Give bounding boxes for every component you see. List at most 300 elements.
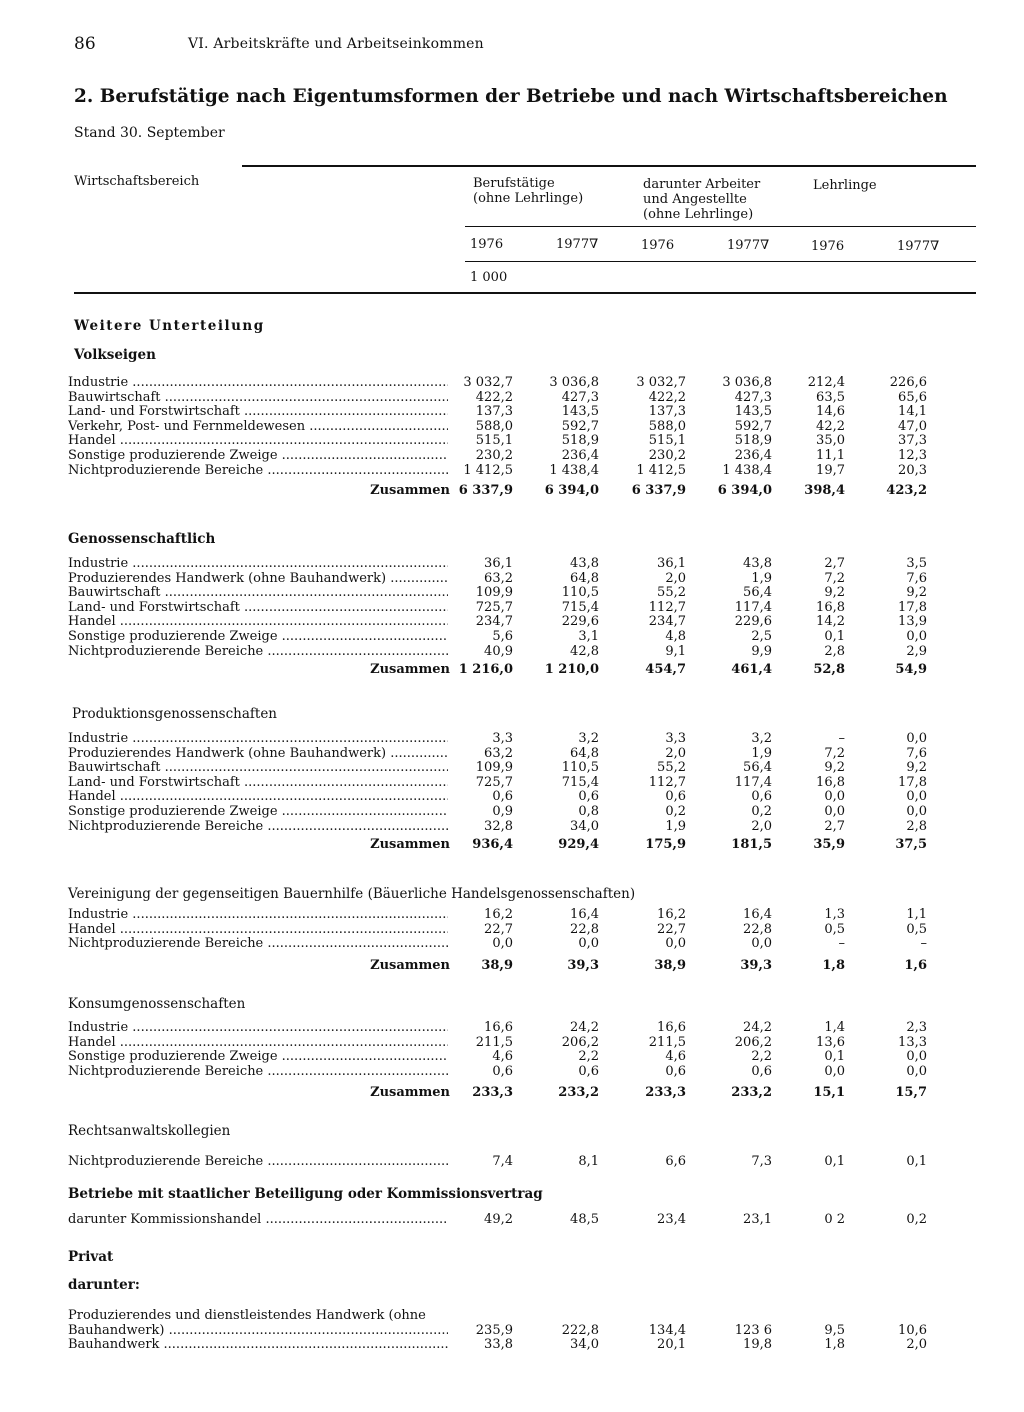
section-genossenschaftlich: Genossenschaftlich [68, 531, 216, 547]
cell-lehrlinge-1977: 47,0 [898, 418, 927, 434]
cell-arbeiter-1977: 117,4 [734, 774, 772, 790]
cell-arbeiter-1976: 230,2 [648, 448, 686, 463]
cell-lehrlinge-1976: 19,7 [816, 462, 845, 478]
cell-arbeiter-1977: 236,4 [734, 448, 772, 463]
cell-berufstaetige-1976: 38,9 [481, 958, 513, 973]
cell-lehrlinge-1977: 0,5 [906, 921, 927, 937]
cell-arbeiter-1977: 1,9 [751, 745, 772, 761]
cell-lehrlinge-1976: 2,8 [824, 643, 845, 659]
cell-arbeiter-1977: 19,8 [743, 1337, 772, 1352]
table-row [0, 1021, 1024, 1035]
cell-berufstaetige-1977: 110,5 [561, 760, 599, 776]
year-1977-a: 1977∇ [556, 237, 599, 252]
cell-berufstaetige-1976: 233,3 [472, 1085, 513, 1100]
table-row [0, 776, 1024, 790]
table-row [0, 572, 1024, 586]
cell-berufstaetige-1976: 3 032,7 [463, 375, 513, 390]
table-row [0, 1338, 1024, 1352]
row-label-handel: Handel ..... [68, 923, 448, 937]
table-row [0, 645, 1024, 659]
cell-berufstaetige-1977: 3,2 [578, 731, 599, 746]
table-row [0, 449, 1024, 463]
cell-lehrlinge-1976: 0,1 [824, 629, 845, 644]
table-row [0, 601, 1024, 615]
table-row [0, 615, 1024, 629]
cell-berufstaetige-1977: 64,8 [570, 570, 599, 586]
cell-arbeiter-1977: 1 438,4 [722, 462, 772, 478]
cell-arbeiter-1977: 3 036,8 [722, 375, 772, 390]
cell-berufstaetige-1976: 16,6 [484, 1020, 513, 1035]
running-head: VI. Arbeitskräfte und Arbeitseinkommen [188, 36, 484, 52]
cell-berufstaetige-1976: 0,6 [492, 1063, 513, 1079]
row-label-bauwirtschaft: Bauwirtschaft ..... [68, 586, 448, 600]
section-weitere-unterteilung: Weitere Unterteilung [74, 318, 265, 334]
cell-berufstaetige-1976: 0,0 [492, 936, 513, 952]
cell-lehrlinge-1977: 14,1 [898, 404, 927, 420]
row-label-verkehr-post-und-fernmeldewesen: Verkehr, Post- und Fernmeldewesen ..... [68, 420, 448, 434]
table-row [0, 937, 1024, 951]
cell-lehrlinge-1976: 9,5 [824, 1323, 845, 1338]
sum-label: Zusammen [370, 662, 450, 677]
cell-arbeiter-1976: 6,6 [665, 1154, 686, 1169]
sum-row [0, 959, 1024, 973]
cell-berufstaetige-1976: 235,9 [475, 1323, 513, 1338]
cell-arbeiter-1976: 16,2 [657, 907, 686, 922]
cell-arbeiter-1976: 515,1 [648, 433, 686, 449]
cell-arbeiter-1977: 592,7 [734, 418, 772, 434]
cell-lehrlinge-1976: 15,1 [813, 1085, 845, 1100]
cell-lehrlinge-1976: 1,8 [822, 958, 845, 973]
section-privat: Privat [68, 1249, 114, 1265]
row-label-industrie: Industrie ..... [68, 376, 448, 390]
table-row [0, 1065, 1024, 1079]
cell-arbeiter-1976: 3,3 [665, 731, 686, 746]
cell-arbeiter-1976: 3 032,7 [636, 375, 686, 390]
cell-lehrlinge-1976: 52,8 [813, 662, 845, 677]
cell-berufstaetige-1977: 22,8 [570, 921, 599, 937]
table-row [0, 1036, 1024, 1050]
cell-berufstaetige-1976: 109,9 [475, 760, 513, 776]
row-label-produzierendes-handwerk-ohne-bauhandwerk: Produzierendes Handwerk (ohne Bauhandwerk) ..... [68, 747, 448, 761]
table-row [0, 557, 1024, 571]
cell-arbeiter-1976: 0,6 [665, 1063, 686, 1079]
header-year-rule [465, 261, 976, 262]
cell-arbeiter-1977: 117,4 [734, 599, 772, 615]
header-line: (ohne Lehrlinge) [473, 191, 584, 206]
sum-row [0, 663, 1024, 677]
table-row [0, 923, 1024, 937]
table-row [0, 391, 1024, 405]
unit-label: 1 000 [470, 270, 508, 285]
cell-lehrlinge-1977: 9,2 [906, 585, 927, 601]
cell-berufstaetige-1976: 1 412,5 [463, 462, 513, 478]
sum-label: Zusammen [370, 837, 450, 852]
sum-label: Zusammen [370, 958, 450, 973]
cell-berufstaetige-1977: 143,5 [561, 404, 599, 420]
cell-arbeiter-1976: 454,7 [645, 662, 686, 677]
cell-berufstaetige-1977: 222,8 [561, 1323, 599, 1338]
year-1977-c: 1977∇ [897, 239, 940, 254]
cell-lehrlinge-1977: 12,3 [898, 448, 927, 463]
cell-berufstaetige-1977: 34,0 [570, 818, 599, 834]
sum-row [0, 1086, 1024, 1100]
row-label-bauwirtschaft: Bauwirtschaft ..... [68, 761, 448, 775]
cell-arbeiter-1977: 56,4 [743, 760, 772, 776]
cell-lehrlinge-1976: 35,9 [813, 837, 845, 852]
sum-row [0, 838, 1024, 852]
cell-berufstaetige-1977: 715,4 [561, 599, 599, 615]
cell-lehrlinge-1977: 15,7 [895, 1085, 927, 1100]
cell-berufstaetige-1976: 49,2 [484, 1212, 513, 1227]
cell-lehrlinge-1976: 42,2 [816, 418, 845, 434]
cell-lehrlinge-1976: 2,7 [824, 556, 845, 571]
cell-lehrlinge-1977: 423,2 [886, 483, 927, 498]
cell-lehrlinge-1976: 0,0 [824, 1063, 845, 1079]
cell-lehrlinge-1976: 7,2 [824, 745, 845, 761]
cell-lehrlinge-1976: 9,2 [824, 585, 845, 601]
cell-arbeiter-1976: 2,0 [665, 745, 686, 761]
cell-berufstaetige-1976: 1 216,0 [458, 662, 513, 677]
cell-lehrlinge-1977: 7,6 [906, 745, 927, 761]
cell-arbeiter-1977: 0,0 [751, 936, 772, 952]
cell-lehrlinge-1976: 0,1 [824, 1049, 845, 1065]
row-label-nichtproduzierende-bereiche: Nichtproduzierende Bereiche ..... [68, 820, 448, 834]
cell-berufstaetige-1977: 39,3 [567, 958, 599, 973]
cell-lehrlinge-1977: 17,8 [898, 774, 927, 790]
cell-lehrlinge-1977: 7,6 [906, 570, 927, 586]
header-lehrlinge: Lehrlinge [813, 178, 877, 193]
header-bottom-rule [74, 292, 976, 294]
cell-berufstaetige-1976: 230,2 [475, 448, 513, 463]
cell-berufstaetige-1977: 233,2 [558, 1085, 599, 1100]
table-row [0, 732, 1024, 746]
row-label-bauwirtschaft: Bauwirtschaft ..... [68, 391, 448, 405]
row-label-handel: Handel ..... [68, 434, 448, 448]
cell-berufstaetige-1977: 0,6 [578, 789, 599, 805]
cell-arbeiter-1977: 22,8 [743, 921, 772, 937]
cell-berufstaetige-1977: 929,4 [558, 837, 599, 852]
cell-berufstaetige-1976: 6 337,9 [458, 483, 513, 498]
table-row [0, 420, 1024, 434]
cell-arbeiter-1976: 16,6 [657, 1020, 686, 1035]
year-1977-b: 1977∇ [727, 238, 770, 253]
cell-arbeiter-1977: 229,6 [734, 614, 772, 630]
cell-arbeiter-1976: 234,7 [648, 614, 686, 630]
cell-lehrlinge-1977: 0,0 [906, 1063, 927, 1079]
cell-berufstaetige-1976: 7,4 [492, 1154, 513, 1169]
cell-arbeiter-1977: 2,0 [751, 818, 772, 834]
cell-lehrlinge-1976: 7,2 [824, 570, 845, 586]
cell-berufstaetige-1977: 42,8 [570, 643, 599, 659]
cell-arbeiter-1977: 123 6 [734, 1323, 772, 1338]
cell-berufstaetige-1976: 422,2 [475, 389, 513, 405]
cell-lehrlinge-1977: 17,8 [898, 599, 927, 615]
stand-date: Stand 30. September [74, 125, 225, 141]
row-label-produzierendes-handwerk-ohne-bauhandwerk: Produzierendes Handwerk (ohne Bauhandwerk) ..... [68, 572, 448, 586]
cell-lehrlinge-1976: 11,1 [816, 448, 845, 463]
cell-lehrlinge-1977: 65,6 [898, 389, 927, 405]
cell-berufstaetige-1977: 2,2 [578, 1049, 599, 1065]
sum-label: Zusammen [370, 1085, 450, 1100]
cell-lehrlinge-1977: 37,5 [895, 837, 927, 852]
cell-arbeiter-1976: 0,0 [665, 936, 686, 952]
cell-berufstaetige-1977: 16,4 [570, 907, 599, 922]
cell-lehrlinge-1977: 13,9 [898, 614, 927, 630]
cell-arbeiter-1977: 16,4 [743, 907, 772, 922]
cell-berufstaetige-1977: 206,2 [561, 1034, 599, 1050]
cell-berufstaetige-1977: 6 394,0 [544, 483, 599, 498]
header-line: darunter Arbeiter [643, 177, 761, 192]
cell-berufstaetige-1976: 63,2 [484, 570, 513, 586]
cell-arbeiter-1977: 0,2 [751, 804, 772, 819]
row-label-sonstige-produzierende-zweige: Sonstige produzierende Zweige ..... [68, 449, 448, 463]
table-row [0, 464, 1024, 478]
cell-arbeiter-1976: 38,9 [654, 958, 686, 973]
cell-arbeiter-1977: 43,8 [743, 556, 772, 571]
cell-arbeiter-1977: 23,1 [743, 1212, 772, 1227]
cell-lehrlinge-1977: 9,2 [906, 760, 927, 776]
cell-arbeiter-1976: 0,2 [665, 804, 686, 819]
cell-berufstaetige-1977: 8,1 [578, 1154, 599, 1169]
section-staatliche-beteiligung: Betriebe mit staatlicher Beteiligung oder Kommissionsvertrag [68, 1186, 543, 1202]
cell-berufstaetige-1976: 63,2 [484, 745, 513, 761]
cell-arbeiter-1976: 4,6 [665, 1049, 686, 1065]
section-konsumgenossenschaften: Konsumgenossenschaften [68, 996, 246, 1012]
cell-berufstaetige-1977: 229,6 [561, 614, 599, 630]
section-produktionsgenossenschaften: Produktionsgenossenschaften [72, 706, 278, 722]
cell-berufstaetige-1976: 40,9 [484, 643, 513, 659]
table-row [0, 820, 1024, 834]
privat-darunter: darunter: [68, 1277, 140, 1293]
cell-berufstaetige-1976: 588,0 [475, 418, 513, 434]
cell-berufstaetige-1976: 22,7 [484, 921, 513, 937]
cell-berufstaetige-1977: 715,4 [561, 774, 599, 790]
cell-berufstaetige-1976: 109,9 [475, 585, 513, 601]
cell-arbeiter-1976: 233,3 [645, 1085, 686, 1100]
cell-lehrlinge-1977: 0,0 [906, 804, 927, 819]
cell-lehrlinge-1976: 16,8 [816, 599, 845, 615]
column-label-wirtschaftsbereich: Wirtschaftsbereich [74, 174, 200, 189]
row-label-land-und-forstwirtschaft: Land- und Forstwirtschaft ..... [68, 405, 448, 419]
section-rechtsanwaltskollegien: Rechtsanwaltskollegien [68, 1123, 231, 1139]
cell-arbeiter-1976: 211,5 [648, 1034, 686, 1050]
cell-arbeiter-1977: 56,4 [743, 585, 772, 601]
cell-berufstaetige-1976: 3,3 [492, 731, 513, 746]
cell-lehrlinge-1977: 0,0 [906, 1049, 927, 1065]
cell-lehrlinge-1976: 35,0 [816, 433, 845, 449]
cell-berufstaetige-1977: 48,5 [570, 1212, 599, 1227]
table-row [0, 1213, 1024, 1227]
cell-lehrlinge-1976: 1,8 [824, 1337, 845, 1352]
cell-berufstaetige-1977: 3,1 [578, 629, 599, 644]
cell-arbeiter-1977: 3,2 [751, 731, 772, 746]
section-volkseigen: Volkseigen [74, 347, 156, 363]
cell-berufstaetige-1976: 515,1 [475, 433, 513, 449]
cell-lehrlinge-1977: 3,5 [906, 556, 927, 571]
cell-lehrlinge-1977: 13,3 [898, 1034, 927, 1050]
cell-arbeiter-1976: 137,3 [648, 404, 686, 420]
cell-arbeiter-1977: 2,2 [751, 1049, 772, 1065]
cell-lehrlinge-1977: 0,2 [906, 1212, 927, 1227]
table-row [0, 747, 1024, 761]
cell-berufstaetige-1977: 592,7 [561, 418, 599, 434]
cell-arbeiter-1976: 55,2 [657, 585, 686, 601]
row-label-nichtproduzierende-bereiche: Nichtproduzierende Bereiche ..... [68, 464, 448, 478]
cell-arbeiter-1976: 9,1 [665, 643, 686, 659]
cell-berufstaetige-1977: 24,2 [570, 1020, 599, 1035]
cell-arbeiter-1977: 143,5 [734, 404, 772, 420]
cell-lehrlinge-1976: 14,6 [816, 404, 845, 420]
cell-arbeiter-1976: 4,8 [665, 629, 686, 644]
cell-lehrlinge-1976: 0,0 [824, 789, 845, 805]
cell-arbeiter-1977: 2,5 [751, 629, 772, 644]
row-label-handel: Handel ..... [68, 1036, 448, 1050]
row-label-handel: Handel ..... [68, 615, 448, 629]
row-label-nichtproduzierende-bereiche: Nichtproduzierende Bereiche ..... [68, 1155, 448, 1169]
cell-arbeiter-1977: 233,2 [731, 1085, 772, 1100]
row-label-sonstige-produzierende-zweige: Sonstige produzierende Zweige ..... [68, 805, 448, 819]
table-row [0, 805, 1024, 819]
cell-berufstaetige-1976: 725,7 [475, 774, 513, 790]
table-row [0, 376, 1024, 390]
cell-berufstaetige-1976: 725,7 [475, 599, 513, 615]
cell-arbeiter-1977: 0,6 [751, 789, 772, 805]
cell-berufstaetige-1976: 137,3 [475, 404, 513, 420]
header-arbeiter-angestellte [643, 177, 760, 222]
header-line: (ohne Lehrlinge) [643, 207, 754, 222]
cell-lehrlinge-1977: 1,1 [906, 907, 927, 922]
row-label-bauhandwerk: Bauhandwerk) ..... [68, 1324, 448, 1338]
table-row [0, 1155, 1024, 1169]
table-row [0, 761, 1024, 775]
year-1976-a: 1976 [470, 237, 504, 252]
cell-lehrlinge-1976: – [838, 731, 845, 746]
cell-berufstaetige-1976: 211,5 [475, 1034, 513, 1050]
row-label-nichtproduzierende-bereiche: Nichtproduzierende Bereiche ..... [68, 645, 448, 659]
cell-arbeiter-1976: 588,0 [648, 418, 686, 434]
header-mid-rule [465, 226, 976, 227]
cell-arbeiter-1976: 2,0 [665, 570, 686, 586]
cell-berufstaetige-1977: 1 210,0 [544, 662, 599, 677]
cell-lehrlinge-1976: – [838, 936, 845, 952]
privat-handwerk-line1: Produzierendes und dienstleistendes Handwerk (ohne [68, 1308, 426, 1323]
cell-lehrlinge-1976: 0 2 [824, 1212, 845, 1227]
row-label-land-und-forstwirtschaft: Land- und Forstwirtschaft ..... [68, 776, 448, 790]
header-berufstaetige [473, 176, 583, 206]
cell-lehrlinge-1976: 0,5 [824, 921, 845, 937]
header-line: und Angestellte [643, 192, 747, 207]
row-label-industrie: Industrie ..... [68, 732, 448, 746]
cell-berufstaetige-1977: 518,9 [561, 433, 599, 449]
row-label-nichtproduzierende-bereiche: Nichtproduzierende Bereiche ..... [68, 1065, 448, 1079]
year-1976-b: 1976 [641, 238, 675, 253]
cell-berufstaetige-1976: 936,4 [472, 837, 513, 852]
cell-arbeiter-1977: 7,3 [751, 1154, 772, 1169]
cell-berufstaetige-1976: 4,6 [492, 1049, 513, 1065]
cell-berufstaetige-1977: 110,5 [561, 585, 599, 601]
cell-lehrlinge-1977: 10,6 [898, 1323, 927, 1338]
year-1976-c: 1976 [811, 239, 845, 254]
table-row [0, 405, 1024, 419]
cell-arbeiter-1976: 22,7 [657, 921, 686, 937]
cell-lehrlinge-1977: 20,3 [898, 462, 927, 478]
cell-lehrlinge-1976: 1,4 [824, 1020, 845, 1035]
cell-arbeiter-1976: 1,9 [665, 818, 686, 834]
table-row [0, 1324, 1024, 1338]
row-label-bauhandwerk: Bauhandwerk ..... [68, 1338, 448, 1352]
cell-lehrlinge-1977: 226,6 [889, 375, 927, 390]
row-label-industrie: Industrie ..... [68, 557, 448, 571]
cell-lehrlinge-1977: 2,8 [906, 818, 927, 834]
cell-lehrlinge-1976: 0,1 [824, 1154, 845, 1169]
table-row [0, 586, 1024, 600]
cell-arbeiter-1976: 55,2 [657, 760, 686, 776]
cell-lehrlinge-1976: 1,3 [824, 907, 845, 922]
cell-arbeiter-1977: 181,5 [731, 837, 772, 852]
cell-lehrlinge-1976: 398,4 [804, 483, 845, 498]
cell-lehrlinge-1976: 16,8 [816, 774, 845, 790]
cell-lehrlinge-1976: 0,0 [824, 804, 845, 819]
sum-label: Zusammen [370, 483, 450, 498]
row-label-sonstige-produzierende-zweige: Sonstige produzierende Zweige ..... [68, 630, 448, 644]
cell-berufstaetige-1977: 64,8 [570, 745, 599, 761]
cell-berufstaetige-1976: 0,9 [492, 804, 513, 819]
cell-berufstaetige-1976: 16,2 [484, 907, 513, 922]
header-line: Berufstätige [473, 176, 555, 191]
cell-lehrlinge-1977: 0,0 [906, 629, 927, 644]
cell-lehrlinge-1977: 54,9 [895, 662, 927, 677]
cell-lehrlinge-1976: 2,7 [824, 818, 845, 834]
table-row [0, 630, 1024, 644]
cell-arbeiter-1977: 24,2 [743, 1020, 772, 1035]
cell-berufstaetige-1977: 1 438,4 [549, 462, 599, 478]
cell-lehrlinge-1977: 0,0 [906, 789, 927, 805]
cell-lehrlinge-1977: 0,0 [906, 731, 927, 746]
cell-arbeiter-1976: 422,2 [648, 389, 686, 405]
cell-berufstaetige-1977: 34,0 [570, 1337, 599, 1352]
header-top-rule [242, 165, 976, 167]
cell-lehrlinge-1976: 63,5 [816, 389, 845, 405]
page-number: 86 [74, 34, 96, 54]
cell-arbeiter-1976: 175,9 [645, 837, 686, 852]
cell-berufstaetige-1976: 36,1 [484, 556, 513, 571]
cell-lehrlinge-1977: 0,1 [906, 1154, 927, 1169]
sum-row [0, 484, 1024, 498]
cell-arbeiter-1977: 1,9 [751, 570, 772, 586]
row-label-sonstige-produzierende-zweige: Sonstige produzierende Zweige ..... [68, 1050, 448, 1064]
cell-arbeiter-1977: 518,9 [734, 433, 772, 449]
row-label-darunter-kommissionshandel: darunter Kommissionshandel ..... [68, 1213, 448, 1227]
cell-arbeiter-1977: 6 394,0 [717, 483, 772, 498]
cell-arbeiter-1977: 206,2 [734, 1034, 772, 1050]
cell-lehrlinge-1977: 2,3 [906, 1020, 927, 1035]
cell-berufstaetige-1977: 0,0 [578, 936, 599, 952]
cell-arbeiter-1976: 36,1 [657, 556, 686, 571]
cell-arbeiter-1977: 39,3 [740, 958, 772, 973]
cell-berufstaetige-1977: 3 036,8 [549, 375, 599, 390]
cell-berufstaetige-1977: 427,3 [561, 389, 599, 405]
section-bauernhilfe: Vereinigung der gegenseitigen Bauernhilfe (Bäuerliche Handelsgenossenschaften) [68, 886, 636, 902]
cell-lehrlinge-1977: 1,6 [904, 958, 927, 973]
table-row [0, 434, 1024, 448]
cell-lehrlinge-1977: 2,9 [906, 643, 927, 659]
row-label-nichtproduzierende-bereiche: Nichtproduzierende Bereiche ..... [68, 937, 448, 951]
row-label-handel: Handel ..... [68, 790, 448, 804]
cell-lehrlinge-1977: – [920, 936, 927, 952]
cell-arbeiter-1976: 23,4 [657, 1212, 686, 1227]
cell-arbeiter-1976: 134,4 [648, 1323, 686, 1338]
row-label-industrie: Industrie ..... [68, 908, 448, 922]
